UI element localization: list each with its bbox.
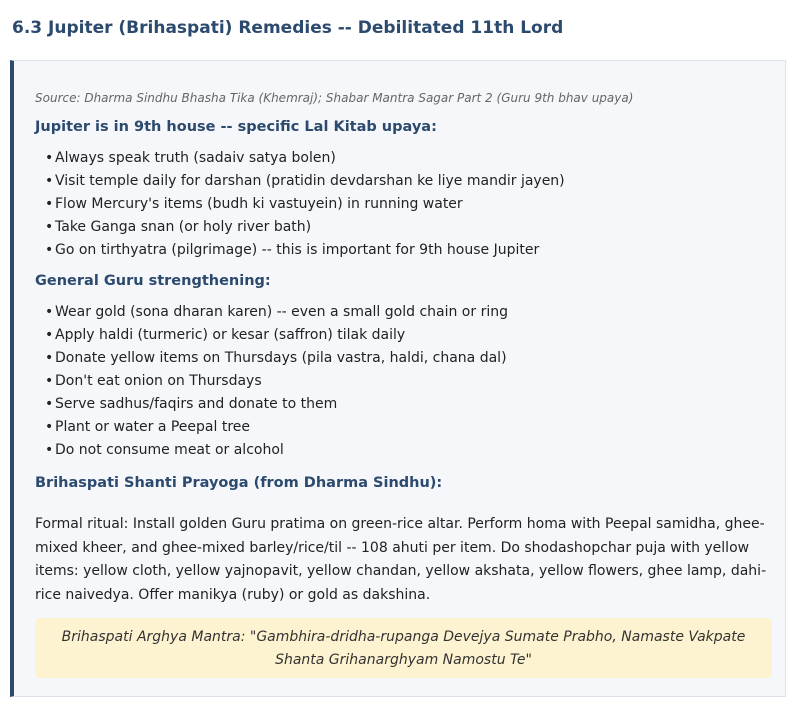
ritual-paragraph: Formal ritual: Install golden Guru pratima on green-rice altar. Perform homa with Peepal samidha, ghee-mixed kheer, and ghee-mixed barley/rice/til -- 108 ahuti per item. Do shodashopchar puja with yellow items: yellow cloth, yellow yajnopavit, yellow chandan, yellow akshata, yellow flowers, ghee lamp, dahi-rice naivedya. Offer manikya (ruby) or gold as dakshina. (35, 516, 767, 603)
section-heading-general-guru: General Guru strengthening: (35, 273, 271, 289)
bullet-icon: • (45, 327, 54, 343)
section-heading-shanti-prayoga: Brihaspati Shanti Prayoga (from Dharma Sindhu): (35, 475, 443, 491)
list-item: • Plant or water a Peepal tree (45, 416, 508, 439)
list-item: • Serve sadhus/faqirs and donate to them (45, 393, 508, 416)
bullet-icon: • (45, 442, 54, 458)
bullet-icon: • (45, 304, 54, 320)
list-item: • Apply haldi (turmeric) or kesar (saffron) tilak daily (45, 324, 508, 347)
list-item: • Visit temple daily for darshan (pratidin devdarshan ke liye mandir jayen) (45, 170, 565, 193)
bullet-icon: • (45, 350, 54, 366)
arghya-mantra-box: Brihaspati Arghya Mantra: "Gambhira-dridha-rupanga Devejya Sumate Prabho, Namaste Vakpate Shanta Grihanarghyam Namostu Te" (35, 618, 772, 678)
bullet-icon: • (45, 173, 54, 189)
bullet-icon: • (45, 242, 54, 258)
list-item: • Flow Mercury's items (budh ki vastuyein) in running water (45, 193, 565, 216)
section-heading-lal-kitab: Jupiter is in 9th house -- specific Lal Kitab upaya: (35, 119, 437, 135)
bullet-icon: • (45, 219, 54, 235)
list-item: • Wear gold (sona dharan karen) -- even a small gold chain or ring (45, 301, 508, 324)
bullet-icon: • (45, 373, 54, 389)
list-item: • Take Ganga snan (or holy river bath) (45, 216, 565, 239)
list-item: • Donate yellow items on Thursdays (pila vastra, haldi, chana dal) (45, 347, 508, 370)
general-guru-list (45, 301, 508, 462)
bullet-icon: • (45, 196, 54, 212)
bullet-icon: • (45, 150, 54, 166)
list-item: • Don't eat onion on Thursdays (45, 370, 508, 393)
source-citation: Source: Dharma Sindhu Bhasha Tika (Khemraj); Shabar Mantra Sagar Part 2 (Guru 9th bhav upaya) (35, 91, 634, 105)
bullet-icon: • (45, 419, 54, 435)
remedies-card (10, 60, 786, 697)
lal-kitab-list (45, 147, 565, 262)
page-title: 6.3 Jupiter (Brihaspati) Remedies -- Debilitated 11th Lord (12, 18, 564, 38)
list-item: • Go on tirthyatra (pilgrimage) -- this is important for 9th house Jupiter (45, 239, 565, 262)
list-item: • Always speak truth (sadaiv satya bolen) (45, 147, 565, 170)
bullet-icon: • (45, 396, 54, 412)
list-item: • Do not consume meat or alcohol (45, 439, 508, 462)
